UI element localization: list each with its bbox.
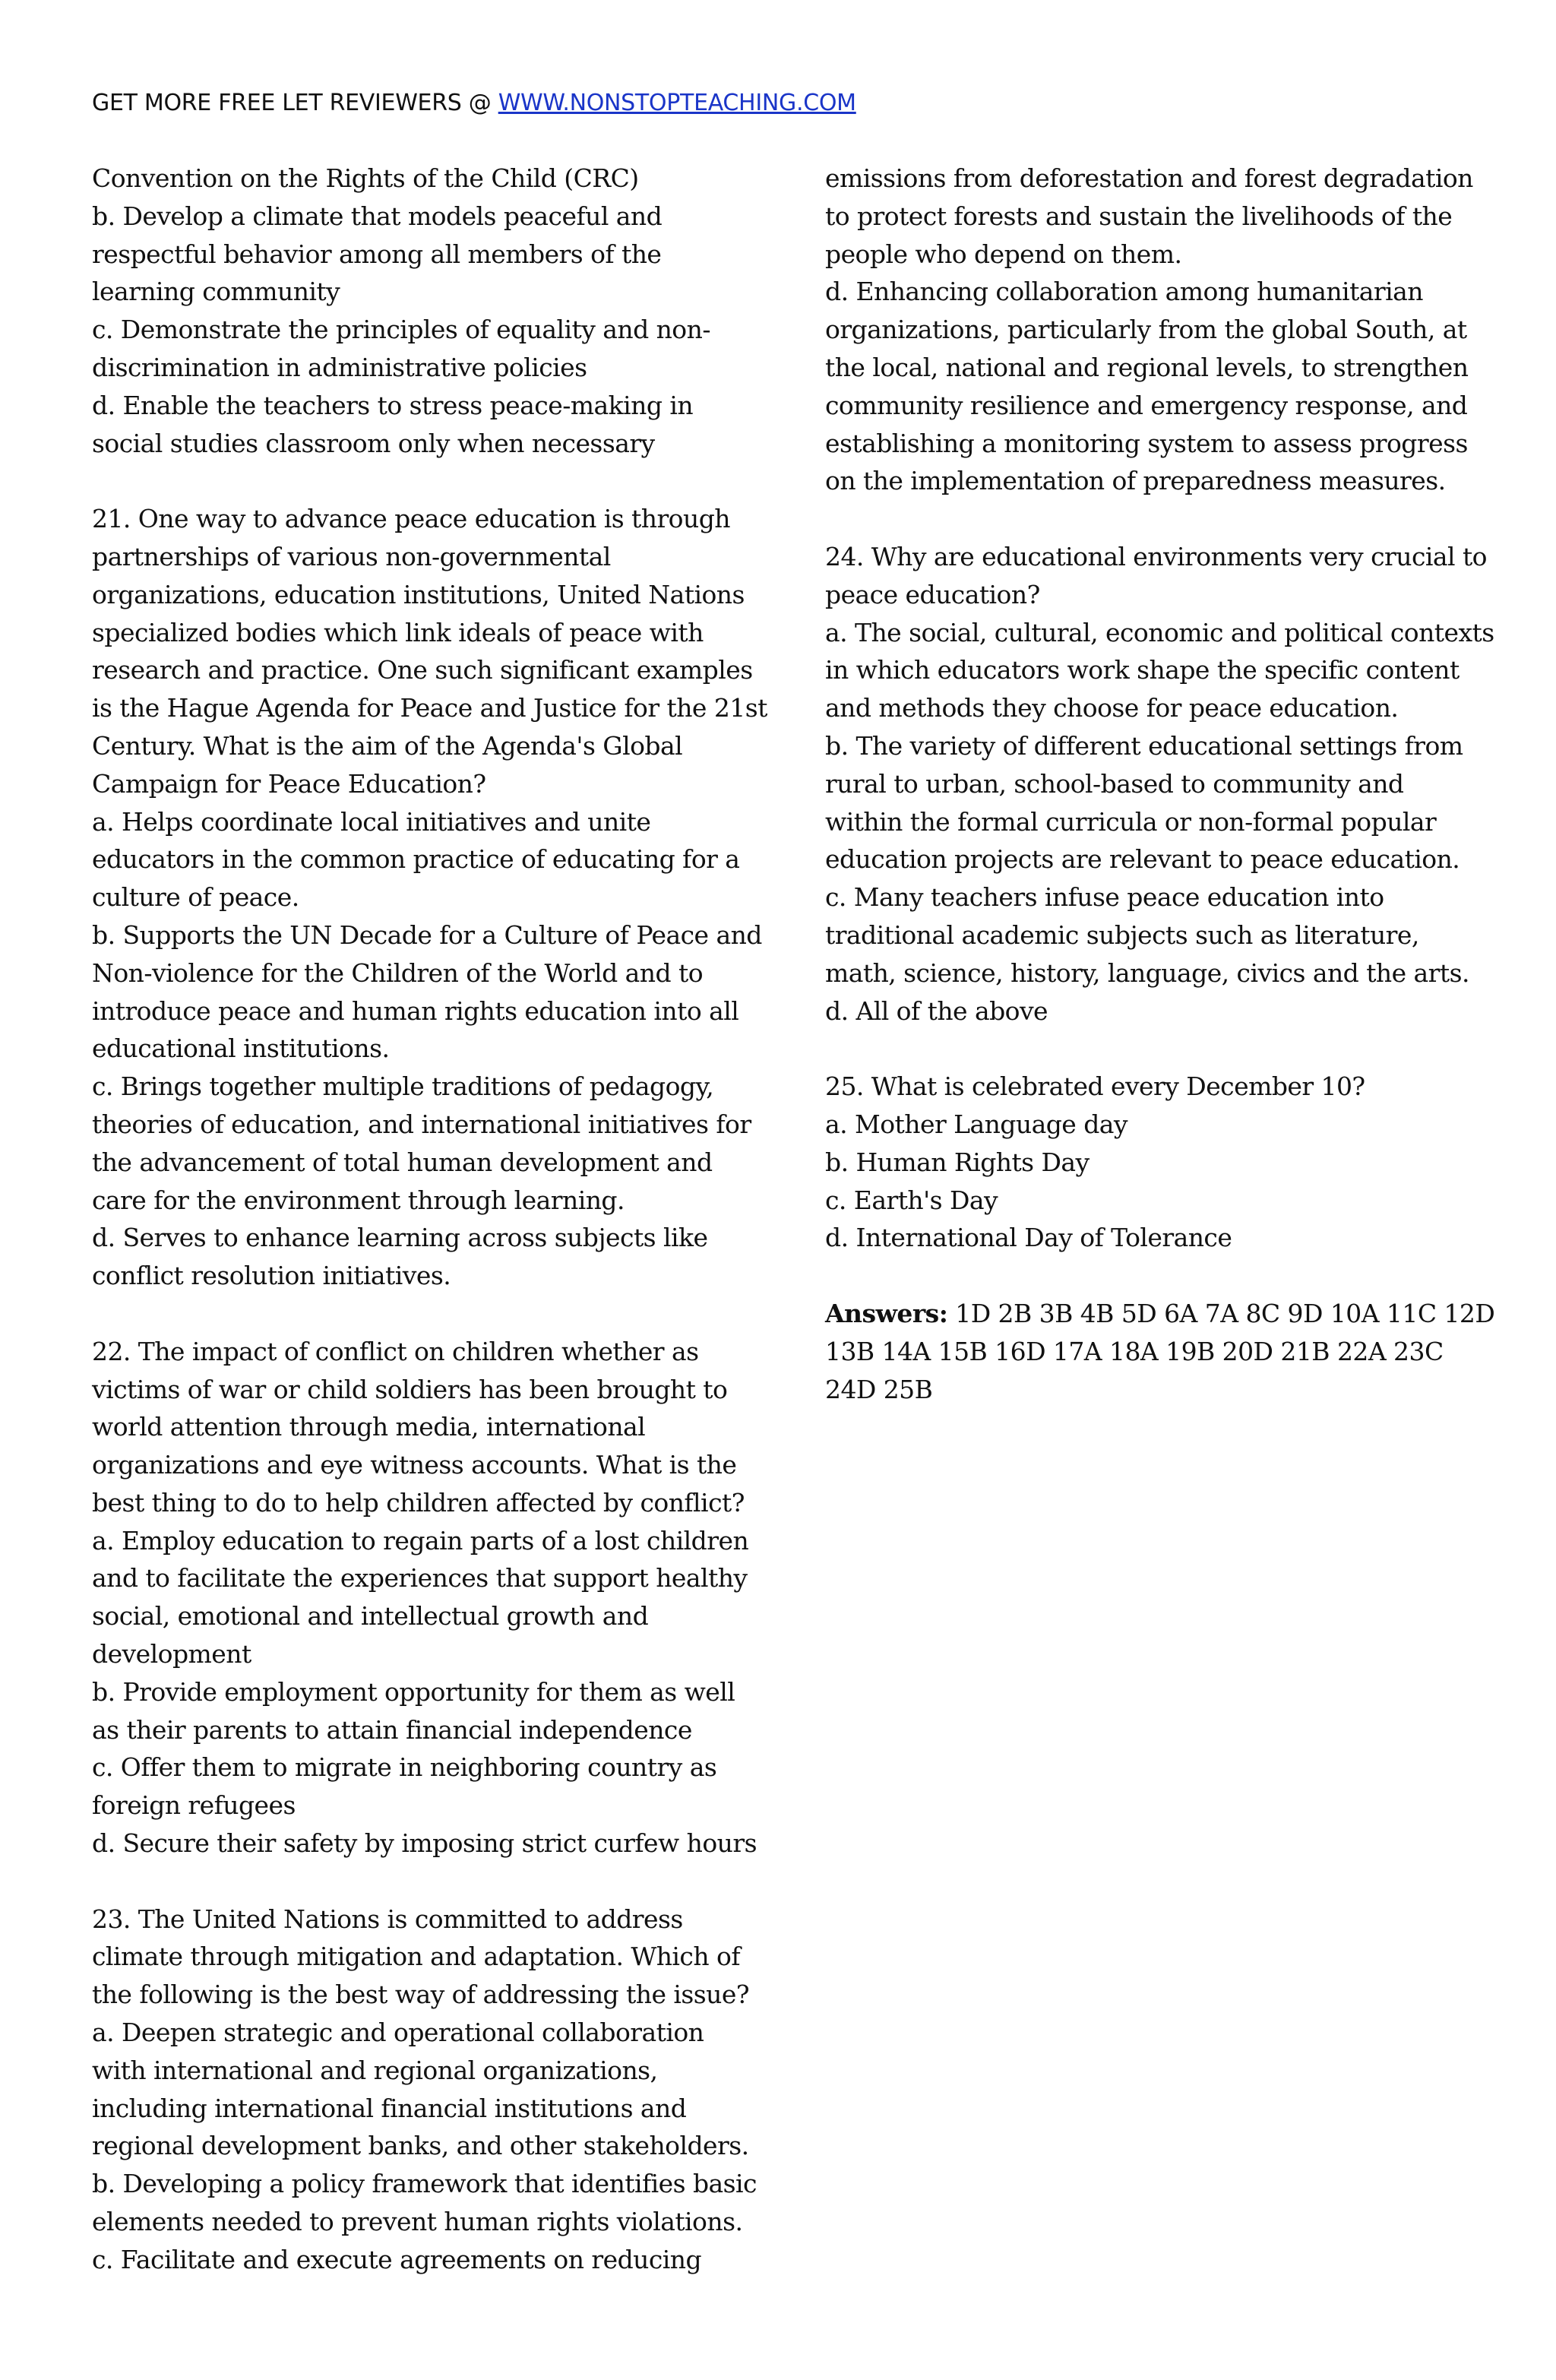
answers-text: 1D 2B 3B 4B 5D 6A 7A 8C 9D 10A 11C 12D	[947, 1298, 1495, 1328]
text-line: foreign refugees	[92, 1790, 296, 1821]
text-line: establishing a monitoring system to assess progress	[825, 428, 1468, 458]
text-line: b. Provide employment opportunity for them as well	[92, 1676, 735, 1707]
text-line: d. Secure their safety by imposing strict curfew hours	[92, 1828, 757, 1859]
text-line: in which educators work shape the specific content	[825, 655, 1460, 685]
paragraph-gap	[92, 1295, 745, 1333]
header-text: GET MORE FREE LET REVIEWERS @	[92, 90, 498, 116]
text-line: with international and regional organizations,	[92, 2055, 658, 2085]
text-line: specialized bodies which link ideals of peace with	[92, 617, 704, 647]
text-line: to protect forests and sustain the livelihoods of the	[825, 201, 1453, 231]
answers-line	[825, 1295, 1495, 1333]
answers-text: 24D 25B	[825, 1374, 933, 1404]
text-line: b. Developing a policy framework that identifies basic	[92, 2169, 757, 2199]
text-line: d. International Day of Tolerance	[825, 1223, 1232, 1253]
text-line: Campaign for Peace Education?	[92, 768, 486, 799]
text-line: educational institutions.	[92, 1033, 390, 1064]
text-line: victims of war or child soldiers has been brought to	[92, 1374, 728, 1404]
right-column	[825, 160, 1495, 1408]
text-line: the advancement of total human development and	[92, 1147, 713, 1177]
text-line: d. Enhancing collaboration among humanitarian	[825, 277, 1423, 307]
text-line: climate through mitigation and adaptation. Which of	[92, 1942, 740, 1972]
text-line: conflict resolution initiatives.	[92, 1261, 451, 1291]
text-line: traditional academic subjects such as literature,	[825, 919, 1419, 950]
text-line: emissions from deforestation and forest degradation	[825, 163, 1473, 193]
paragraph-gap	[825, 1257, 1479, 1295]
text-line: a. Deepen strategic and operational collaboration	[92, 2018, 704, 2048]
text-line: organizations, particularly from the global South, at	[825, 315, 1467, 345]
text-line: 25. What is celebrated every December 10?	[825, 1071, 1365, 1102]
text-line: learning community	[92, 277, 340, 307]
text-line: c. Facilitate and execute agreements on reducing	[92, 2244, 702, 2274]
website-link[interactable]: WWW.NONSTOPTEACHING.COM	[498, 90, 856, 116]
text-line: culture of peace.	[92, 882, 299, 913]
text-line: and to facilitate the experiences that support healthy	[92, 1563, 748, 1594]
text-line: Century. What is the aim of the Agenda's Global	[92, 730, 683, 761]
text-line: a. Employ education to regain parts of a lost children	[92, 1525, 749, 1556]
text-line: including international financial institutions and	[92, 2093, 687, 2123]
paragraph-gap	[92, 462, 745, 500]
text-line: within the formal curricula or non-formal popular	[825, 806, 1437, 837]
text-line: a. The social, cultural, economic and political contexts	[825, 617, 1494, 647]
text-line: a. Helps coordinate local initiatives and unite	[92, 806, 651, 837]
text-line: math, science, history, language, civics and the arts.	[825, 957, 1469, 988]
text-line: elements needed to prevent human rights violations.	[92, 2207, 743, 2237]
text-line: b. Develop a climate that models peaceful and	[92, 201, 663, 231]
text-line: Non-violence for the Children of the World and to	[92, 957, 704, 988]
paragraph-gap	[825, 500, 1479, 538]
text-line: and methods they choose for peace education.	[825, 693, 1399, 723]
text-line: c. Brings together multiple traditions of pedagogy,	[92, 1071, 714, 1102]
text-line: d. All of the above	[825, 995, 1048, 1026]
text-line: on the implementation of preparedness measures.	[825, 466, 1446, 496]
text-line: educators in the common practice of educating for a	[92, 844, 740, 875]
text-line: c. Many teachers infuse peace education into	[825, 882, 1384, 913]
answers-label: Answers:	[825, 1298, 948, 1328]
text-line: social, emotional and intellectual growth and	[92, 1601, 649, 1632]
left-column	[92, 160, 767, 2279]
text-line: c. Demonstrate the principles of equality and non-	[92, 315, 710, 345]
text-line: research and practice. One such significant examples	[92, 655, 753, 685]
text-line: people who depend on them.	[825, 239, 1182, 269]
text-line: partnerships of various non-governmental	[92, 541, 611, 571]
text-line: c. Earth's Day	[825, 1185, 998, 1215]
text-line: peace education?	[825, 579, 1040, 609]
text-line: as their parents to attain financial independence	[92, 1714, 692, 1745]
answers-line	[825, 1371, 1479, 1409]
text-line: 24. Why are educational environments very crucial to	[825, 541, 1487, 571]
text-line: b. The variety of different educational settings from	[825, 730, 1463, 761]
answers-text: 13B 14A 15B 16D 17A 18A 19B 20D 21B 22A 23C	[825, 1336, 1444, 1366]
answers-line	[825, 1333, 1479, 1371]
paragraph-gap	[825, 1030, 1479, 1068]
text-line: the local, national and regional levels, to strengthen	[825, 352, 1469, 382]
text-line: 23. The United Nations is committed to address	[92, 1904, 683, 1934]
text-line: respectful behavior among all members of the	[92, 239, 662, 269]
text-line: discrimination in administrative policies	[92, 352, 587, 382]
text-line: organizations, education institutions, United Nations	[92, 579, 745, 609]
page-header	[92, 90, 856, 116]
text-line: is the Hague Agenda for Peace and Justice for the 21st	[92, 693, 767, 723]
text-line: 21. One way to advance peace education is through	[92, 504, 730, 534]
text-line: development	[92, 1639, 251, 1669]
text-line: organizations and eye witness accounts. What is the	[92, 1450, 737, 1480]
text-line: world attention through media, international	[92, 1412, 646, 1442]
text-line: 22. The impact of conflict on children whether as	[92, 1336, 699, 1366]
text-line: education projects are relevant to peace education.	[825, 844, 1460, 875]
text-line: social studies classroom only when necessary	[92, 428, 655, 458]
text-line: b. Human Rights Day	[825, 1147, 1090, 1177]
text-line: a. Mother Language day	[825, 1109, 1127, 1139]
text-line: d. Enable the teachers to stress peace-making in	[92, 390, 694, 420]
paragraph-gap	[92, 1863, 745, 1901]
text-line: the following is the best way of addressing the issue?	[92, 1980, 749, 2010]
text-line: regional development banks, and other stakeholders.	[92, 2131, 749, 2161]
text-line: d. Serves to enhance learning across subjects like	[92, 1223, 708, 1253]
text-line: Convention on the Rights of the Child (CRC)	[92, 163, 639, 193]
text-line: b. Supports the UN Decade for a Culture of Peace and	[92, 919, 762, 950]
text-line: best thing to do to help children affected by conflict?	[92, 1487, 745, 1518]
text-line: theories of education, and international initiatives for	[92, 1109, 751, 1139]
text-line: introduce peace and human rights education into all	[92, 995, 739, 1026]
text-line: community resilience and emergency response, and	[825, 390, 1468, 420]
text-line: rural to urban, school-based to community and	[825, 768, 1404, 799]
text-line: c. Offer them to migrate in neighboring country as	[92, 1752, 717, 1783]
text-line: care for the environment through learning.	[92, 1185, 625, 1215]
